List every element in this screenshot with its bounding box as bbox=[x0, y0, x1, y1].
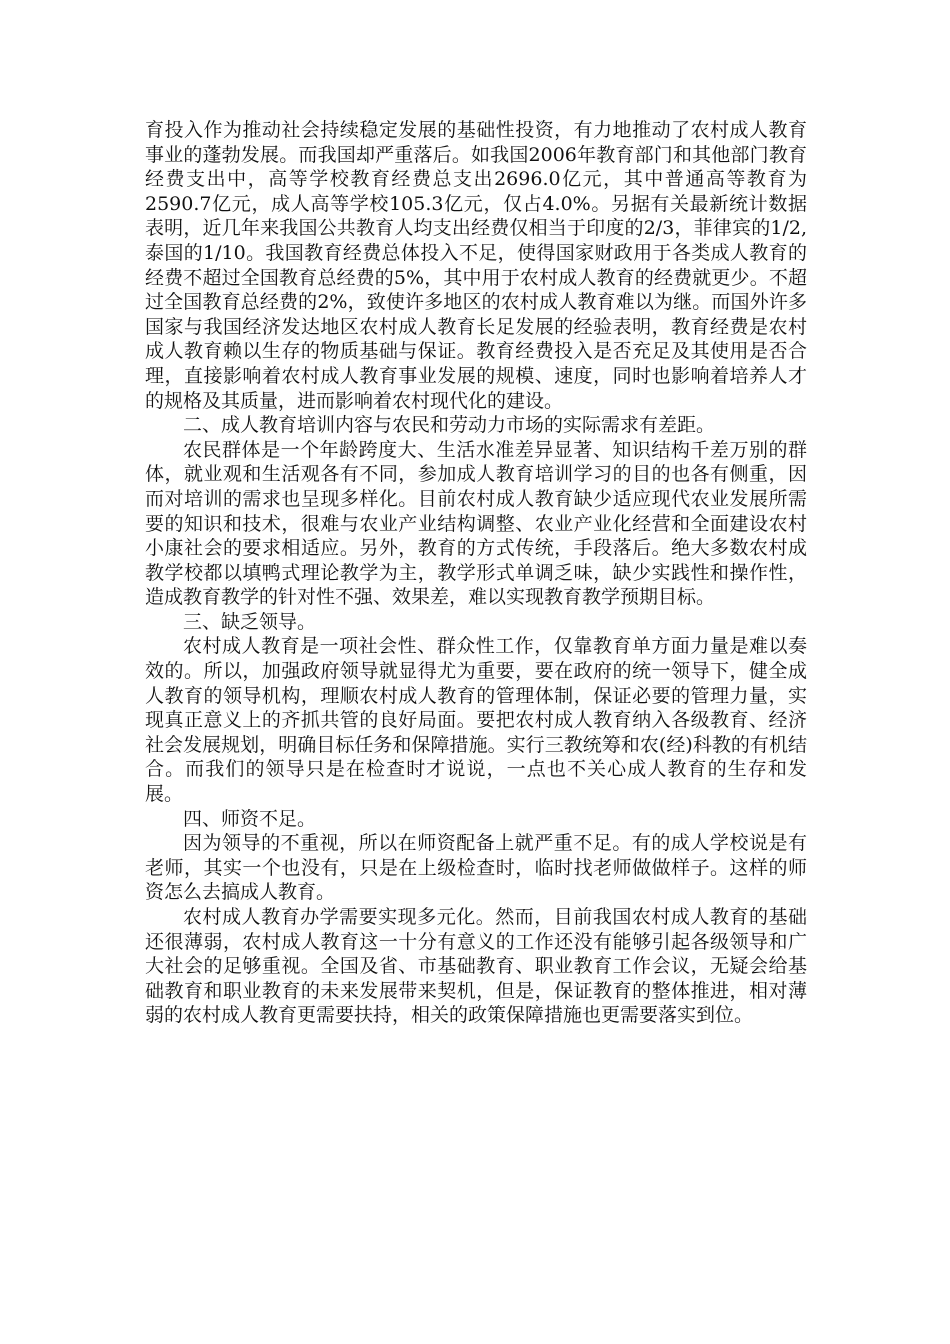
paragraph-teacher-shortage: 因为领导的不重视，所以在师资配备上就严重不足。有的成人学校说是有老师，其实一个也没有，只是在上级检查时，临时找老师做做样子。这样的师资怎么去搞成人教育。 bbox=[145, 832, 807, 904]
heading-teacher-shortage: 四、师资不足。 bbox=[183, 807, 317, 830]
heading-lack-of-leadership: 三、缺乏领导。 bbox=[183, 610, 317, 633]
paragraph-farmer-needs: 农民群体是一个年龄跨度大、生活水准差异显著、知识结构千差万别的群体，就业观和生活观各有不同，参加成人教育培训学习的目的也各有侧重，因而对培训的需求也呈现多样化。目前农村成人教育缺少适应现代农业发展所需要的知识和技术，很难与农业产业结构调整、农业产业化经营和全面建设农村小康社会的要求相适应。另外，教育的方式传统，手段落后。绝大多数农村成教学校都以填鸭式理论教学为主，教学形式单调乏味，缺少实践性和操作性，造成教育教学的针对性不强、效果差，难以实现教育教学预期目标。 bbox=[145, 438, 807, 609]
paragraph-funding-continued: 育投入作为推动社会持续稳定发展的基础性投资，有力地推动了农村成人教育事业的蓬勃发展。而我国却严重落后。如我国2006年教育部门和其他部门教育经费支出中，高等学校教育经费总支出2696.0亿元，其中普通高等教育为2590.7亿元，成人高等学校105.3亿元，仅占4.0%。另据有关最新统计数据表明，近几年来我国公共教育人均支出经费仅相当于印度的2/3，菲律宾的1/2,泰国的1/10。我国教育经费总体投入不足，使得国家财政用于各类成人教育的经费不超过全国教育总经费的5%，其中用于农村成人教育的经费就更少。不超过全国教育总经费的2%，致使许多地区的农村成人教育难以为继。而国外许多国家与我国经济发达地区农村成人教育长足发展的经验表明，教育经费是农村成人教育赖以生存的物质基础与保证。教育经费投入是否充足及其使用是否合理，直接影响着农村成人教育事业发展的规模、速度，同时也影响着培养人才的规格及其质量，进而影响着农村现代化的建设。 bbox=[145, 119, 807, 412]
paragraph-diversification: 农村成人教育办学需要实现多元化。然而，目前我国农村成人教育的基础还很薄弱，农村成人教育这一十分有意义的工作还没有能够引起各级领导和广大社会的足够重视。全国及省、市基础教育、职业教育工作会议，无疑会给基础教育和职业教育的未来发展带来契机，但是，保证教育的整体推进，相对薄弱的农村成人教育更需要扶持，相关的政策保障措施也更需要落实到位。 bbox=[145, 906, 807, 1027]
heading-training-content-gap: 二、成人教育培训内容与农民和劳动力市场的实际需求有差距。 bbox=[183, 414, 716, 437]
body-text bbox=[145, 118, 807, 1028]
paragraph-leadership: 农村成人教育是一项社会性、群众性工作，仅靠教育单方面力量是难以奏效的。所以，加强政府领导就显得尤为重要，要在政府的统一领导下，健全成人教育的领导机构，理顺农村成人教育的管理体制，保证必要的管理力量，实现真正意义上的齐抓共管的良好局面。要把农村成人教育纳入各级教育、经济社会发展规划，明确目标任务和保障措施。实行三教统筹和农(经)科教的有机结合。而我们的领导只是在检查时才说说，一点也不关心成人教育的生存和发展。 bbox=[145, 635, 807, 806]
